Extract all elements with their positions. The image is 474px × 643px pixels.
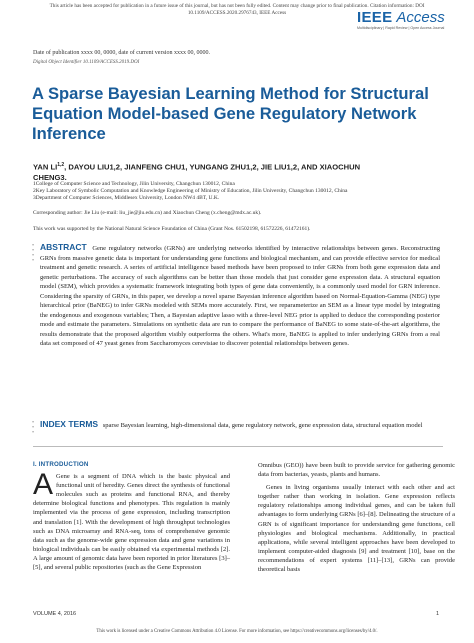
- abstract-text: Gene regulatory networks (GRNs) are underlying networks identified by interactive relationships between genes. Reconstructing GRNs from massive genetic data is important for understanding gene functions and biological mechanism, and can provide effective service for medical treatment and genetic research. A series of artificial intelligence based methods have been proposed to infer GRNs from both gene expression data and genetic perturbations. The accuracy of such algorithms can be better than those models that just consider gene expression data. A structural equation model (SEM), which provides a systematic framework integrating both types of gene data conveniently, is a commonly used model for GRN inference. Considering the sparsity of GRNs, in this paper, we develop a novel sparse Bayesian inference algorithm based on Normal-Equation-Gamma (NEG) type hierarchical prior (BaNEG) to infer GRNs modeled with SEMs more accurately. First, we reparameterize an SEM as a linear type model by integrating the endogenous and exogenous variables; Then, a Bayesian adaptive lasso with a three-level NEG prior is applied to deduce the corresponding posterior mode and estimate the parameters. Simulations on synthetic data are run to compare the performance of BaNEG to some state-of-the-art algorithms, the results demonstrate that the proposed algorithm visibly outperforms the others. What's more, BaNEG is applied to infer underlying GRNs from a real data set composed of 47 yeast genes from Saccharomyces cerevisiae to discover potential relationships between genes.: [40, 245, 441, 347]
- affiliation-1: 1College of Computer Science and Technology, Jilin University, Changchun 130012, China: [33, 181, 235, 187]
- authors-line-2: CHENG3.: [33, 172, 67, 182]
- body-column-left: [33, 460, 230, 576]
- logo-tagline: Multidisciplinary | Rapid Review | Open Access Journal: [357, 26, 445, 30]
- index-terms-text: sparse Bayesian learning, high-dimensional data, gene regulatory network, gene expression data, structural equation model: [102, 422, 423, 429]
- affiliation-2: 2Key Laboratory of Symbolic Computation and Knowledge Engineering of Ministry of Education, Jilin University, Changchun 130012, China: [33, 188, 348, 194]
- first-author: YAN LI: [33, 162, 58, 172]
- first-author-affil: 1,2: [57, 162, 65, 168]
- logo-ieee-word: IEEE: [357, 9, 393, 26]
- index-terms-block: [40, 420, 440, 430]
- section-divider: [33, 446, 443, 447]
- authors-line-1: [33, 160, 453, 173]
- publication-dates: Date of publication xxxx 00, 0000, date of current version xxxx 00, 0000.: [33, 50, 210, 56]
- author-list: [33, 160, 453, 183]
- footer-volume: VOLUME 4, 2016: [33, 611, 77, 617]
- other-authors: , DAYOU LIU1,2, JIANFENG CHU1, YUNGANG ZHU1,2, JIE LIU1,2, AND XIAOCHUN: [64, 162, 361, 172]
- article-title: A Sparse Bayesian Learning Method for Structural Equation Model-based Gene Regulatory Network Inference: [32, 84, 429, 143]
- affiliation-3: 3Department of Computer Sciences, Middlesex University, London NW4 4BT, U.K.: [33, 195, 220, 201]
- drop-cap: A: [33, 468, 54, 502]
- footer-page-number: 1: [436, 611, 440, 617]
- intro-paragraph-1-text: Gene is a segment of DNA which is the basic physical and functional unit of heredity. Genes direct the synthesis of functional molecules such as proteins and functional RNA, and thereby determine biological functions and phenotypes. This regulation is mainly implemented via the process of gene expression, including transcription and translation [1]. With the development of high throughput technologies such as DNA microarray and RNA-seq, tons of comprehensive genomic data such as the genome-wide gene expression data and gene variations in biological individuals can be easily obtained via experimental methods [2]. A large amount of genomic data have been reported in prior literatures [3]–[5], and several public repositories (such as the Gene Expression: [33, 473, 230, 572]
- notice-line-1: This article has been accepted for publication in a future issue of this journal, but has not been fully edited. Content may change prior to final publication. Citation information: DOI: [49, 3, 425, 9]
- abstract-margin-dots: • • • •: [32, 243, 35, 264]
- license-notice: This work is licensed under a Creative Commons Attribution 4.0 License. For more information, see https://creativecommons.org/licenses/by/4.0/.: [96, 629, 378, 634]
- intro-paragraph-2: Genes in living organisms usually interact with each other and act together rather than working in isolation. Gene expression reflects regulatory relationships among individual genes, and can be taken full advantages to form underlying GRNs [6]–[8]. Delineating the structure of a GRN is of significant importance for understanding gene functions, cell physiologies and biological mechanisms. Additionally, in practical applications, while several intelligent approaches have been developed to implement computer-aided diagnosis [9] and treatment [10], base on the recommendations of expert systems [11]–[13], GRNs can provide theoretical basis: [258, 484, 455, 574]
- affiliations: [33, 181, 453, 202]
- abstract-label: ABSTRACT: [40, 242, 87, 252]
- index-terms-label: INDEX TERMS: [40, 419, 99, 429]
- section-heading-introduction: I. INTRODUCTION: [33, 461, 89, 468]
- logo-access-word: Access: [396, 9, 445, 26]
- doi-line: Digital Object Identifier 10.1109/ACCESS.2019.DOI: [33, 60, 140, 65]
- index-terms-margin-dots: • • •: [32, 420, 35, 436]
- intro-paragraph-1: [33, 468, 230, 572]
- notice-line-2: 10.1109/ACCESS.2020.2976743, IEEE Access: [187, 10, 287, 16]
- abstract-block: [40, 243, 440, 349]
- body-column-right: [258, 461, 455, 574]
- ieee-access-logo: [357, 9, 465, 39]
- corresponding-author: Corresponding author: Jie Liu (e-mail: liu_jie@jlu.edu.cn) and Xiaochun Cheng (x.cheng@mdx.ac.uk).: [33, 210, 262, 216]
- intro-paragraph-continued: Omnibus (GEO)) have been built to provide service for gathering genomic data from bacterias, yeasts, plants and humans.: [258, 462, 455, 479]
- funding-statement: This work was supported by the National Natural Science Foundation of China (Grant Nos. 61502198, 61572226, 61472161).: [33, 226, 311, 232]
